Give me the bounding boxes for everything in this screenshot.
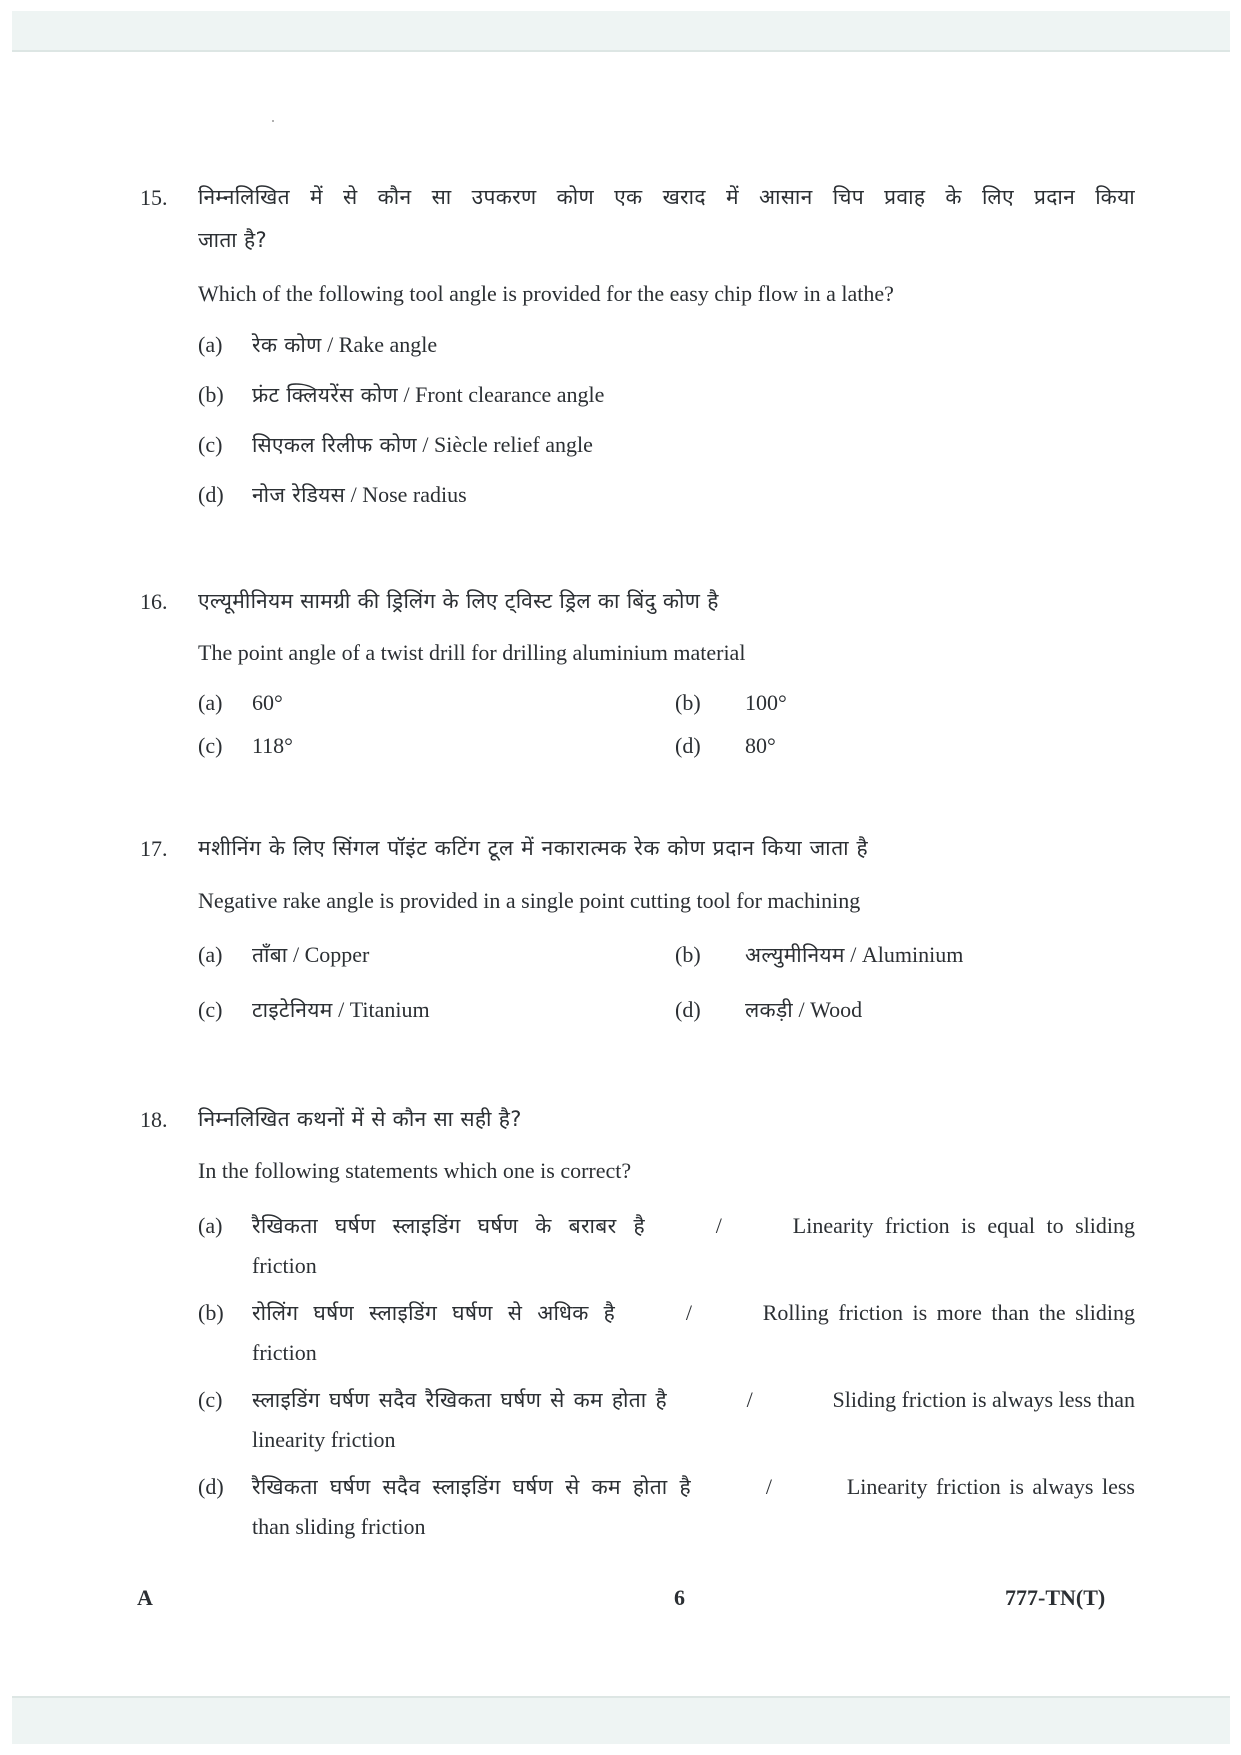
option-label: (d) <box>675 733 701 758</box>
question-english: In the following statements which one is correct? <box>198 1158 632 1183</box>
option-separator: / <box>403 382 410 407</box>
option-label: (a) <box>198 1213 223 1238</box>
option-line2: friction <box>252 1253 317 1278</box>
option-hindi: स्लाइडिंग घर्षण सदैव रैखिकता घर्षण से कम होता है <box>252 1388 667 1412</box>
option-hindi: टाइटेनियम <box>252 998 333 1022</box>
option-separator: / <box>746 1387 753 1412</box>
option-text <box>252 382 604 408</box>
option-english: Nose radius <box>362 482 467 507</box>
question-number: 16. <box>140 589 168 614</box>
option-english: Titanium <box>349 997 430 1022</box>
option-value: 80° <box>745 733 776 758</box>
page-number: 6 <box>674 1585 685 1610</box>
question-english: Which of the following tool angle is provided for the easy chip flow in a lathe? <box>198 281 894 306</box>
option-label: (b) <box>675 690 701 715</box>
option-label: (b) <box>198 382 224 407</box>
option-line1 <box>252 1300 1135 1326</box>
option-line1 <box>252 1474 1135 1500</box>
option-separator: / <box>765 1474 772 1499</box>
option-hindi: रोलिंग घर्षण स्लाइडिंग घर्षण से अधिक है <box>252 1301 616 1325</box>
option-label: (c) <box>198 432 223 457</box>
option-hindi: रैखिकता घर्षण सदैव स्लाइडिंग घर्षण से कम होता है <box>252 1475 691 1499</box>
option-english: Aluminium <box>861 942 964 967</box>
option-hindi: अल्युमीनियम <box>745 943 845 967</box>
option-english: Front clearance angle <box>415 382 605 407</box>
option-value: 100° <box>745 690 787 715</box>
option-text <box>252 432 593 458</box>
option-line2: friction <box>252 1340 317 1365</box>
option-english: Rolling friction is more than the sliding <box>762 1300 1135 1325</box>
option-text <box>252 482 467 508</box>
question-number: 15. <box>140 185 168 210</box>
question-number: 18. <box>140 1107 168 1132</box>
question-hindi-line1: एल्यूमीनियम सामग्री की ड्रिलिंग के लिए ट्विस्ट ड्रिल का बिंदु कोण है <box>198 589 719 613</box>
option-separator: / <box>798 997 805 1022</box>
option-hindi: नोज रेडियस <box>252 483 346 507</box>
option-english: Sliding friction is always less than <box>832 1387 1135 1412</box>
series-code: A <box>137 1585 153 1610</box>
option-english: Siècle relief angle <box>434 432 593 457</box>
question-english: Negative rake angle is provided in a single point cutting tool for machining <box>198 888 861 913</box>
option-value: 60° <box>252 690 283 715</box>
option-label: (a) <box>198 690 223 715</box>
option-separator: / <box>338 997 345 1022</box>
option-label: (c) <box>198 733 223 758</box>
option-english: Linearity friction is always less <box>846 1474 1135 1499</box>
question-english: The point angle of a twist drill for drilling aluminium material <box>198 640 746 665</box>
option-separator: / <box>292 942 300 967</box>
option-separator: / <box>350 482 357 507</box>
option-label: (a) <box>198 332 223 357</box>
option-separator: / <box>327 332 334 357</box>
option-english: Copper <box>304 942 370 967</box>
question-hindi-text: निम्नलिखित में से कौन सा उपकरण कोण एक खराद में आसान चिप प्रवाह के लिए प्रदान किया <box>198 185 1135 209</box>
option-line1 <box>252 1387 1135 1413</box>
option-label: (d) <box>198 1474 224 1499</box>
question-hindi-line2: जाता है? <box>198 228 267 252</box>
option-text <box>745 997 862 1023</box>
option-separator: / <box>685 1300 692 1325</box>
option-hindi: लकड़ी <box>745 998 793 1022</box>
question-hindi-line1: निम्नलिखित कथनों में से कौन सा सही है? <box>198 1107 522 1131</box>
option-english: Linearity friction is equal to sliding <box>792 1213 1135 1238</box>
option-label: (b) <box>675 942 701 967</box>
option-line2: linearity friction <box>252 1427 396 1452</box>
question-hindi-line1: मशीनिंग के लिए सिंगल पॉइंट कटिंग टूल में नकारात्मक रेक कोण प्रदान किया जाता है <box>198 836 869 860</box>
option-line2: than sliding friction <box>252 1514 426 1539</box>
option-english: Wood <box>810 997 863 1022</box>
option-line1 <box>252 1213 1135 1239</box>
option-text <box>252 997 430 1023</box>
question-number: 17. <box>140 836 168 861</box>
option-english: Rake angle <box>338 332 438 357</box>
option-value: 118° <box>252 733 293 758</box>
option-label: (a) <box>198 942 223 967</box>
option-hindi: रेक कोण <box>252 333 322 357</box>
option-label: (c) <box>198 1387 223 1412</box>
option-label: (d) <box>675 997 701 1022</box>
option-hindi: रैखिकता घर्षण स्लाइडिंग घर्षण के बराबर है <box>252 1214 645 1238</box>
option-hindi: सिएकल रिलीफ कोण <box>252 433 417 457</box>
option-separator: / <box>850 942 857 967</box>
option-separator: / <box>422 432 429 457</box>
option-label: (d) <box>198 482 224 507</box>
option-label: (b) <box>198 1300 224 1325</box>
option-label: (c) <box>198 997 223 1022</box>
option-hindi: ताँबा <box>252 943 288 967</box>
option-text <box>745 942 963 968</box>
option-hindi: फ्रंट क्लियरेंस कोण <box>252 383 398 407</box>
question-hindi-line1 <box>198 184 1135 210</box>
option-separator: / <box>715 1213 722 1238</box>
option-text <box>252 942 369 968</box>
option-text <box>252 332 437 358</box>
paper-code: 777-TN(T) <box>1005 1585 1106 1610</box>
